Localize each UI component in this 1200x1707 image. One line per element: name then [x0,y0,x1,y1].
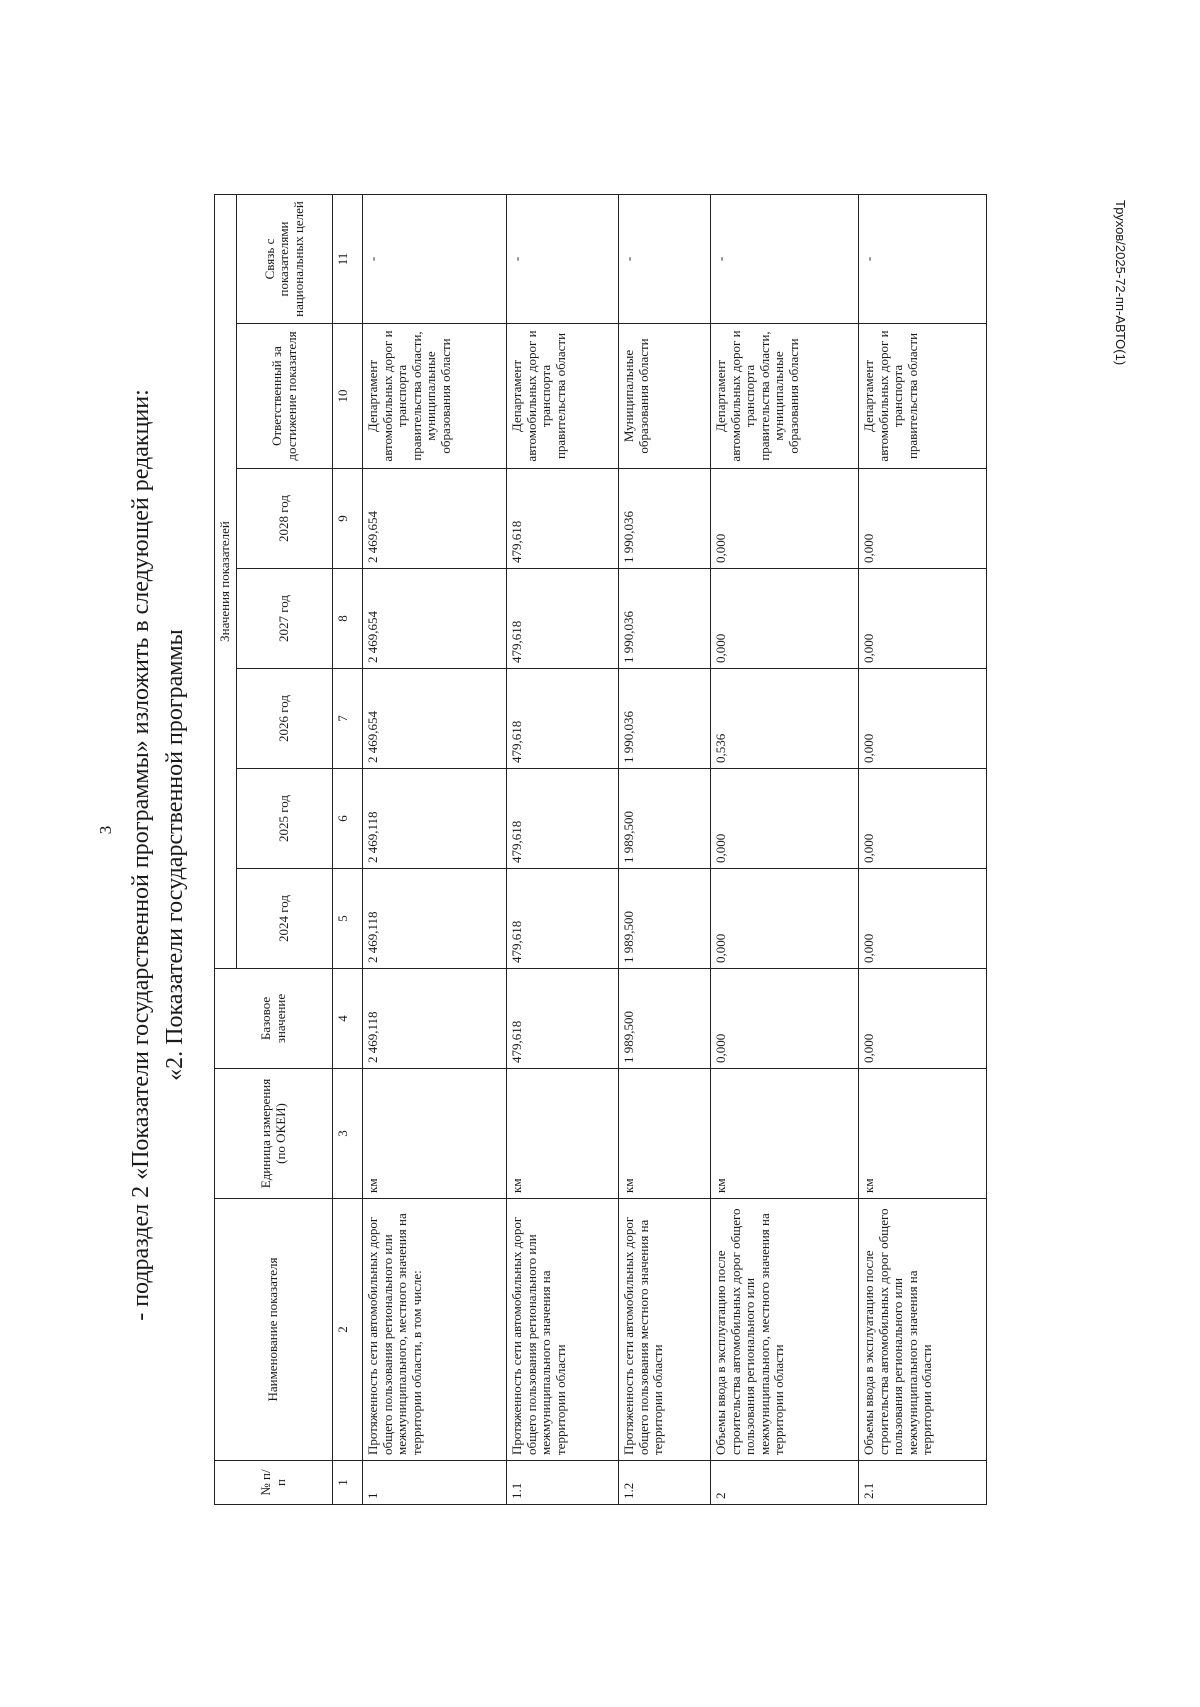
row-unit: км [363,1069,507,1199]
row-2024: 0,000 [859,869,987,969]
row-2026: 1 990,036 [619,669,711,769]
header-link: Связь с показателями национальных целей [237,195,333,324]
header-values-group: Значения показателей [215,195,237,969]
row-2025: 1 989,500 [619,769,711,869]
row-responsible: Муниципальные образования области [619,324,711,469]
row-responsible: Департамент автомобильных дорог и транспорта правительства области [507,324,619,469]
row-2028: 1 990,036 [619,469,711,569]
row-2026: 479,618 [507,669,619,769]
row-base: 0,000 [711,969,859,1069]
row-2027: 0,000 [859,569,987,669]
header-base: Базовое значение [215,969,333,1069]
row-2025: 0,000 [859,769,987,869]
amendment-heading: - подраздел 2 «Показатели государственной программы» изложить в следующей редакции: [128,389,154,1321]
row-2028: 2 469,654 [363,469,507,569]
row-2024: 479,618 [507,869,619,969]
row-link: - [859,195,987,324]
row-name: Протяженность сети автомобильных дорог общего пользования регионального или межмуниципального значения на территории области [507,1199,619,1461]
row-2027: 0,000 [711,569,859,669]
row-2028: 479,618 [507,469,619,569]
header-num: № п/п [215,1461,333,1505]
row-link: - [507,195,619,324]
row-num: 2 [711,1461,859,1505]
row-link: - [363,195,507,324]
row-2025: 2 469,118 [363,769,507,869]
header-2028: 2028 год [237,469,333,569]
table-row [363,195,507,1505]
column-number: 9 [333,469,363,569]
row-num: 2.1 [859,1461,987,1505]
row-num: 1.1 [507,1461,619,1505]
row-name: Протяженность сети автомобильных дорог общего пользования местного значения на территории области [619,1199,711,1461]
row-2026: 0,536 [711,669,859,769]
column-number: 5 [333,869,363,969]
header-2024: 2024 год [237,869,333,969]
row-num: 1 [363,1461,507,1505]
column-number: 8 [333,569,363,669]
rotated-page-content [128,95,1148,1575]
column-number: 2 [333,1199,363,1461]
column-number: 3 [333,1069,363,1199]
row-2026: 0,000 [859,669,987,769]
row-responsible: Департамент автомобильных дорог и транспорта правительства области, муниципальные образования области [711,324,859,469]
row-2027: 2 469,654 [363,569,507,669]
table-row [507,195,619,1505]
row-2026: 2 469,654 [363,669,507,769]
column-number: 10 [333,324,363,469]
row-name: Объемы ввода в эксплуатацию после строительства автомобильных дорог общего пользования регионального или межмуниципального, местного значения на территории области [711,1199,859,1461]
row-base: 2 469,118 [363,969,507,1069]
header-2026: 2026 год [237,669,333,769]
document-code: Трухов/2025-72-пп-АВТО(1) [1113,200,1128,366]
row-2027: 479,618 [507,569,619,669]
row-2025: 0,000 [711,769,859,869]
column-number: 11 [333,195,363,324]
column-number: 4 [333,969,363,1069]
row-unit: км [711,1069,859,1199]
header-unit: Единица измерения (по ОКЕИ) [215,1069,333,1199]
row-base: 1 989,500 [619,969,711,1069]
header-responsible: Ответственный за достижение показателя [237,324,333,469]
row-name: Объемы ввода в эксплуатацию после строительства автомобильных дорог общего пользования регионального или межмуниципального значения на территории области [859,1199,987,1461]
column-number: 6 [333,769,363,869]
row-unit: км [859,1069,987,1199]
row-2027: 1 990,036 [619,569,711,669]
table-row [619,195,711,1505]
row-2028: 0,000 [711,469,859,569]
row-num: 1.2 [619,1461,711,1505]
row-base: 0,000 [859,969,987,1069]
row-unit: км [619,1069,711,1199]
row-2024: 2 469,118 [363,869,507,969]
column-number: 1 [333,1461,363,1505]
row-2028: 0,000 [859,469,987,569]
row-2024: 0,000 [711,869,859,969]
row-unit: км [507,1069,619,1199]
row-link: - [711,195,859,324]
row-responsible: Департамент автомобильных дорог и транспорта правительства области, муниципальные образования области [363,324,507,469]
column-number: 7 [333,669,363,769]
table-row [711,195,859,1505]
row-2024: 1 989,500 [619,869,711,969]
row-2025: 479,618 [507,769,619,869]
table-row [859,195,987,1505]
header-2027: 2027 год [237,569,333,669]
header-2025: 2025 год [237,769,333,869]
row-name: Протяженность сети автомобильных дорог общего пользования регионального или межмуниципального, местного значения на территории области, в том числе: [363,1199,507,1461]
indicators-table [214,194,987,1505]
page-number: 3 [96,825,115,835]
row-base: 479,618 [507,969,619,1069]
row-responsible: Департамент автомобильных дорог и транспорта правительства области [859,324,987,469]
header-name: Наименование показателя [215,1199,333,1461]
column-number-row [333,195,363,1505]
section-title: «2. Показатели государственной программы [162,629,188,1081]
row-link: - [619,195,711,324]
